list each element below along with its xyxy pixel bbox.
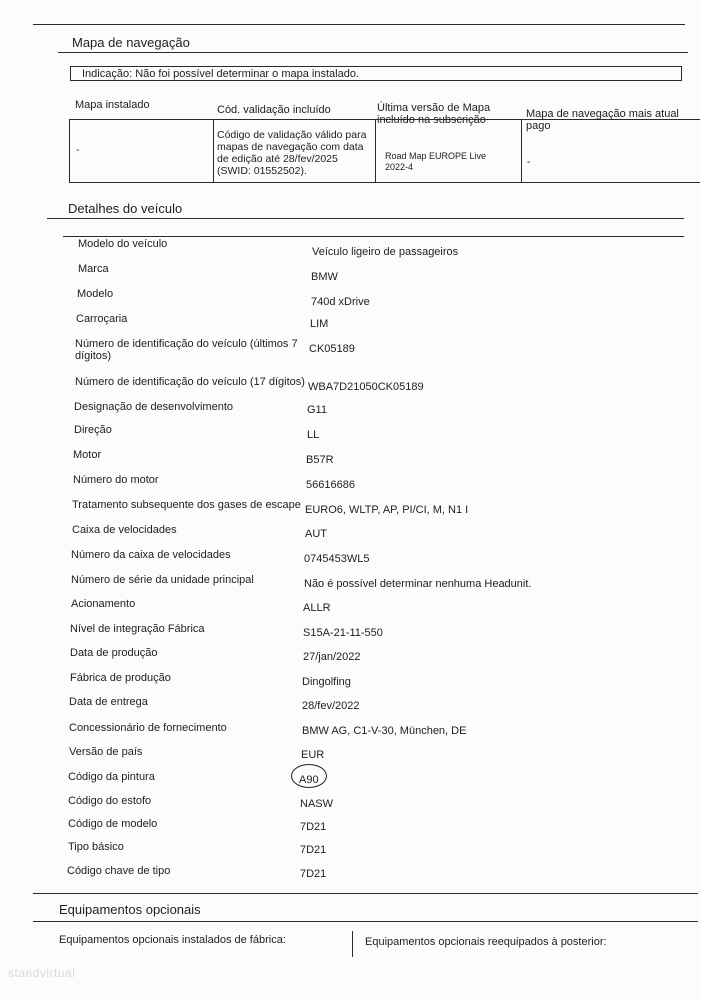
nav-section-underline bbox=[58, 52, 688, 53]
nav-table-divider bbox=[375, 120, 376, 182]
vehicle-row-label: Modelo do veículo bbox=[78, 238, 168, 250]
vehicle-row-label: Versão de país bbox=[69, 746, 143, 758]
vehicle-row-label: Número do motor bbox=[73, 474, 159, 486]
nav-col-latest-version: Última versão de Mapa incluído na subscrição bbox=[377, 102, 491, 126]
nav-table-divider bbox=[521, 120, 522, 182]
vehicle-row-value: ALLR bbox=[303, 602, 331, 614]
vehicle-row-value: LIM bbox=[310, 318, 329, 330]
vehicle-row-label: Número de série da unidade principal bbox=[71, 574, 254, 586]
nav-latest-version-value: Road Map EUROPE Live 2022-4 bbox=[385, 151, 487, 172]
vehicle-row-value: 7D21 bbox=[300, 821, 327, 833]
vehicle-row-value: 28/fev/2022 bbox=[302, 700, 360, 712]
vehicle-row-label: Motor bbox=[73, 449, 102, 461]
nav-section-top-rule bbox=[33, 24, 685, 25]
vehicle-row-value: NASW bbox=[300, 798, 333, 810]
vehicle-row-value: WBA7D21050CK05189 bbox=[308, 381, 424, 393]
vehicle-row-value: EURO6, WLTP, AP, PI/CI, M, N1 I bbox=[305, 504, 469, 516]
vehicle-row-value: 56616686 bbox=[306, 479, 355, 491]
paint-code-circle-mark bbox=[291, 764, 327, 788]
nav-latest-paid-value: - bbox=[527, 156, 531, 168]
vehicle-row-label: Concessionário de fornecimento bbox=[69, 722, 227, 734]
vehicle-row-label: Data de entrega bbox=[69, 696, 148, 708]
vehicle-row-value: 740d xDrive bbox=[311, 296, 370, 308]
watermark-logo: standvirtual bbox=[8, 966, 76, 980]
vehicle-row-label: Data de produção bbox=[70, 647, 158, 659]
options-section-top-rule bbox=[33, 893, 698, 894]
options-section-underline bbox=[33, 921, 698, 922]
options-column-divider bbox=[352, 931, 353, 957]
vehicle-row-label: Tipo básico bbox=[68, 841, 124, 853]
vehicle-row-label: Código chave de tipo bbox=[67, 865, 171, 877]
vehicle-row-value: BMW AG, C1-V-30, München, DE bbox=[302, 725, 467, 737]
vehicle-row-value: BMW bbox=[311, 271, 338, 283]
vehicle-row-value: B57R bbox=[306, 454, 334, 466]
vehicle-row-label: Carroçaria bbox=[76, 313, 128, 325]
nav-col-validation-code: Cód. validação incluído bbox=[217, 104, 331, 116]
vehicle-row-label: Fábrica de produção bbox=[70, 672, 171, 684]
vehicle-row-label: Código da pintura bbox=[68, 771, 155, 783]
nav-table-divider bbox=[213, 120, 214, 182]
vehicle-row-value: 7D21 bbox=[300, 868, 327, 880]
vehicle-row-value: 0745453WL5 bbox=[304, 553, 370, 565]
vehicle-row-value: G11 bbox=[307, 404, 327, 416]
vehicle-section-rule bbox=[63, 236, 684, 237]
vehicle-row-value: Não é possível determinar nenhuma Headunit. bbox=[304, 578, 532, 590]
vehicle-row-value: AUT bbox=[305, 528, 327, 540]
vehicle-row-label: Marca bbox=[78, 263, 109, 275]
vehicle-row-label: Acionamento bbox=[71, 598, 136, 610]
vehicle-row-value: A90 bbox=[299, 774, 319, 786]
vehicle-row-value: Dingolfing bbox=[302, 676, 351, 688]
vehicle-row-value: LL bbox=[307, 429, 320, 441]
vehicle-row-label: Modelo bbox=[77, 288, 114, 300]
vehicle-section-underline bbox=[47, 218, 684, 219]
vehicle-row-label: Código do estofo bbox=[68, 795, 152, 807]
nav-section-title: Mapa de navegação bbox=[72, 35, 190, 50]
retrofit-options-label: Equipamentos opcionais reequipados à posterior: bbox=[365, 936, 607, 948]
vehicle-row-label: Código de modelo bbox=[68, 818, 158, 830]
vehicle-row-value: 7D21 bbox=[300, 844, 327, 856]
vehicle-row-value: S15A-21-11-550 bbox=[303, 627, 383, 639]
vehicle-row-value: CK05189 bbox=[309, 343, 355, 355]
vehicle-row-label: Caixa de velocidades bbox=[72, 524, 177, 536]
vehicle-row-label: Número da caixa de velocidades bbox=[71, 549, 231, 561]
options-section-title: Equipamentos opcionais bbox=[59, 902, 201, 917]
nav-installed-map-value: - bbox=[76, 144, 80, 156]
vehicle-row-value: Veículo ligeiro de passageiros bbox=[312, 246, 459, 258]
vehicle-row-label: Número de identificação do veículo (últimos 7 dígitos) bbox=[75, 338, 298, 362]
vehicle-row-value: EUR bbox=[301, 749, 325, 761]
nav-validation-code-value: Código de validação válido para mapas de navegação com data de edição até 28/fev/2025 (SWID: 01552502). bbox=[217, 129, 367, 177]
nav-col-installed-map: Mapa instalado bbox=[75, 99, 150, 111]
vehicle-row-value: 27/jan/2022 bbox=[303, 651, 361, 663]
vehicle-row-label: Tratamento subsequente dos gases de escape bbox=[72, 499, 301, 511]
vehicle-row-label: Designação de desenvolvimento bbox=[74, 401, 233, 413]
vehicle-row-label: Nível de integração Fábrica bbox=[70, 623, 205, 635]
factory-options-label: Equipamentos opcionais instalados de fábrica: bbox=[59, 934, 286, 946]
vehicle-row-label: Direção bbox=[74, 424, 112, 436]
vehicle-section-title: Detalhes do veículo bbox=[68, 201, 183, 216]
vehicle-row-label: Número de identificação do veículo (17 dígitos) bbox=[75, 376, 305, 388]
nav-col-latest-paid: Mapa de navegação mais atual pago bbox=[526, 108, 679, 132]
nav-notice: Indicação: Não foi possível determinar o mapa instalado. bbox=[70, 66, 682, 81]
